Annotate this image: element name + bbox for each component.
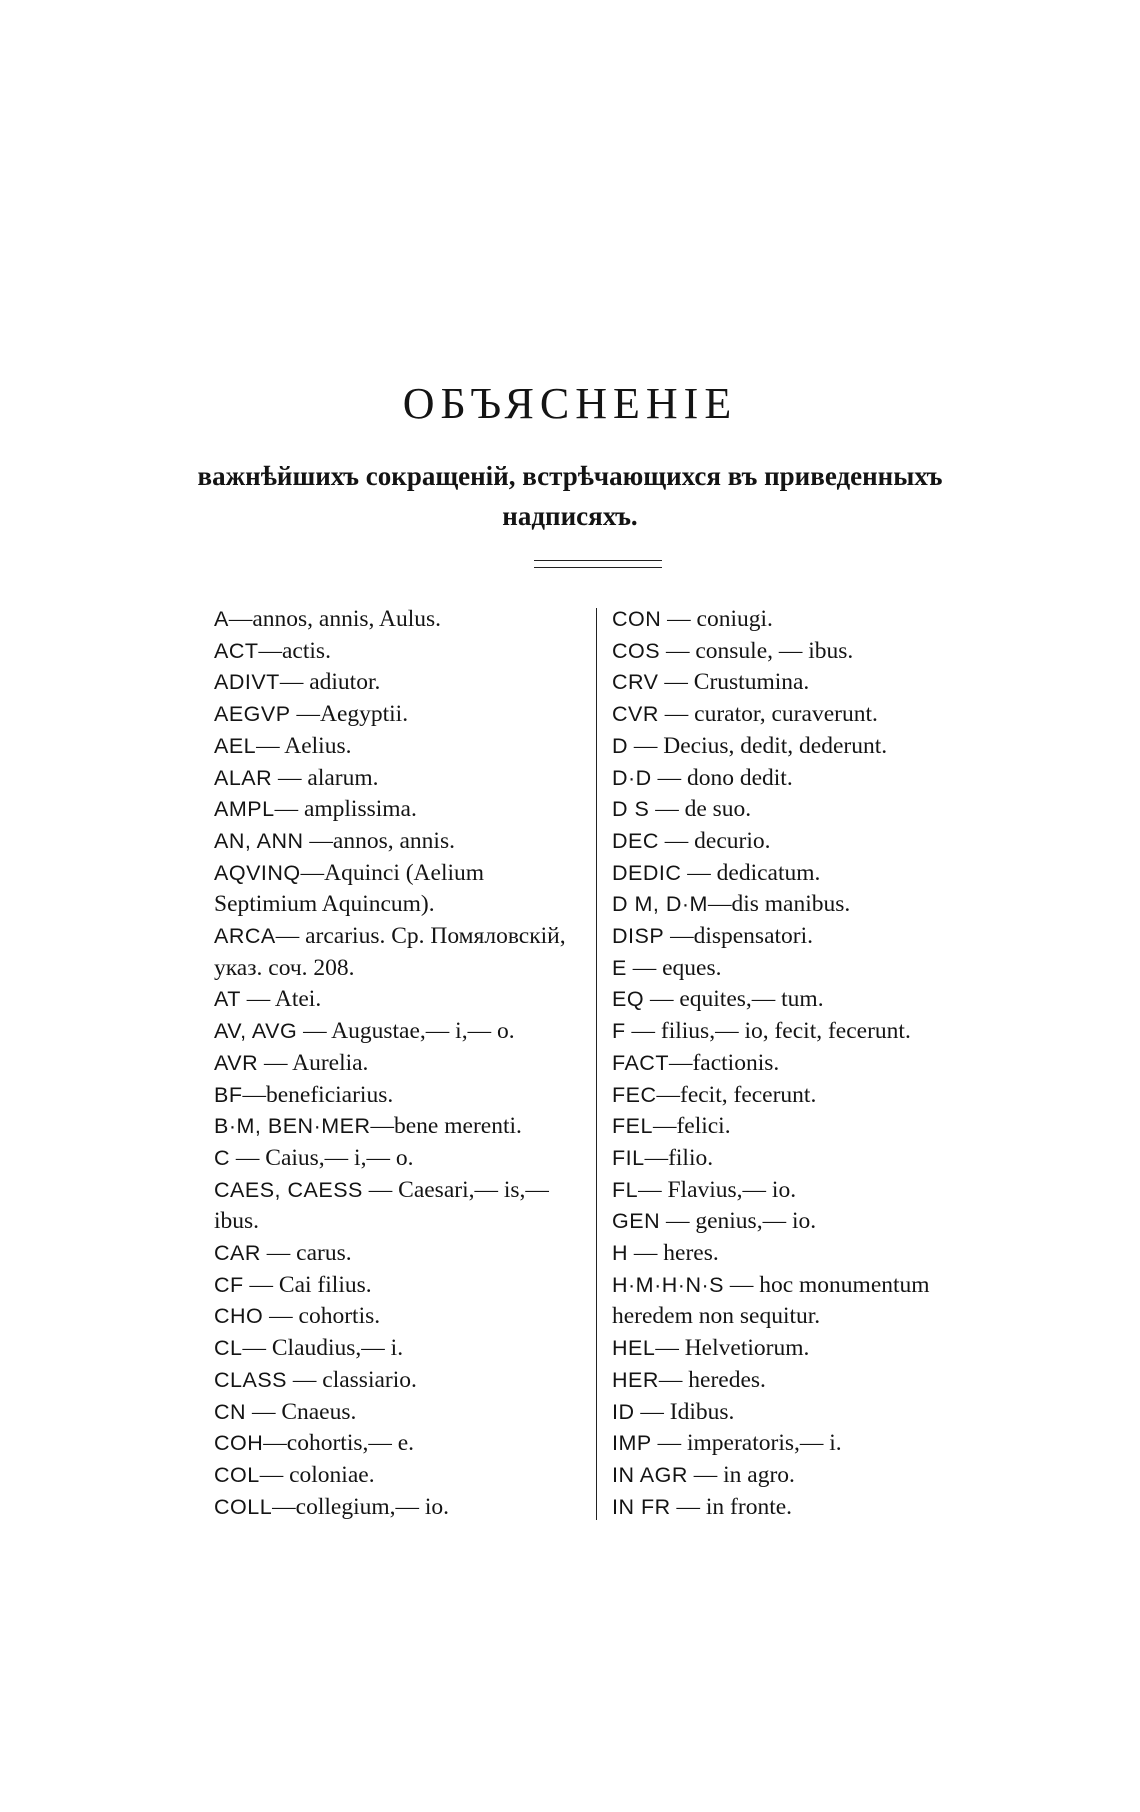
abbreviation-expansion: Claudius,— i. [271, 1335, 404, 1362]
abbreviation-term: CLASS [214, 1367, 288, 1392]
abbreviation-term: IMP [612, 1431, 652, 1456]
abbreviation-term: ARCA [214, 924, 276, 949]
abbreviation-expansion: equites,— tum. [679, 986, 824, 1013]
abbreviation-term: ADIVT [214, 670, 280, 695]
abbreviation-entry [214, 1143, 586, 1175]
abbreviation-entry [612, 731, 992, 763]
abbreviation-expansion: dedicatum. [716, 859, 821, 886]
abbreviation-entry [214, 763, 586, 795]
abbreviation-term: B·M, BEN·MER [214, 1114, 371, 1139]
abbreviation-entry [612, 1270, 992, 1333]
abbreviation-term: CF [214, 1272, 244, 1297]
entry-dash: — [275, 923, 306, 950]
entry-dash: — [638, 1176, 668, 1203]
abbreviation-expansion: fecit, fecerunt. [680, 1081, 817, 1108]
abbreviation-term: D·D [612, 765, 652, 790]
abbreviation-entry [612, 1143, 992, 1175]
abbreviation-entry [214, 731, 586, 763]
abbreviation-entry [612, 1080, 992, 1112]
entry-dash: — [230, 1144, 266, 1171]
abbreviation-term: A [214, 607, 229, 631]
entry-dash: — [687, 1461, 724, 1488]
abbreviation-term: AMPL [214, 797, 275, 822]
abbreviation-entry [214, 1080, 586, 1112]
abbreviation-entry [612, 699, 992, 731]
abbreviation-expansion: cohortis,— e. [286, 1430, 415, 1457]
abbreviation-term: HEL [612, 1336, 656, 1361]
abbreviation-term: AN, ANN [214, 828, 304, 853]
abbreviation-term: E [612, 955, 627, 980]
entry-dash: — [668, 1049, 693, 1076]
abbreviation-term: AEL [214, 733, 257, 758]
entry-dash: — [263, 1303, 299, 1330]
abbreviation-expansion: Crustumina. [693, 669, 810, 696]
abbreviation-expansion: amplissima. [303, 796, 417, 823]
abbreviation-term: H·M·H·N·S [612, 1272, 724, 1297]
abbreviation-expansion: decurio. [694, 827, 771, 854]
abbreviation-entry [612, 953, 992, 985]
abbreviation-term: CN [214, 1399, 247, 1424]
abbreviation-expansion: genius,— io. [695, 1208, 817, 1235]
abbreviation-term: AV, AVG [214, 1019, 298, 1044]
abbreviation-term: CVR [612, 702, 659, 727]
entry-dash: — [370, 1113, 394, 1140]
abbreviation-entry [214, 1016, 586, 1048]
entry-dash: — [660, 637, 696, 664]
abbreviation-expansion: beneficiarius. [265, 1081, 394, 1108]
abbreviation-term: HER [612, 1367, 659, 1392]
abbreviation-term: COH [214, 1431, 264, 1456]
abbreviations-left-column [214, 604, 586, 1523]
abbreviation-entry [612, 1111, 992, 1143]
column-divider [596, 608, 597, 1520]
entry-dash: — [644, 1144, 669, 1171]
abbreviation-expansion: actis. [282, 637, 331, 664]
abbreviation-term: DISP [612, 924, 665, 949]
abbreviation-expansion: dis manibus. [731, 891, 851, 918]
abbreviation-term: COLL [214, 1494, 273, 1519]
abbreviation-expansion: collegium,— io. [295, 1493, 450, 1520]
page-subtitle: важнѣйшихъ сокращеній, встрѣчающихся въ приведенныхъ надписяхъ. [197, 461, 943, 531]
abbreviation-expansion: classiario. [322, 1366, 417, 1393]
entry-dash: — [656, 1081, 680, 1108]
abbreviation-expansion: Idibus. [669, 1398, 735, 1425]
abbreviation-entry [214, 1048, 586, 1080]
abbreviation-term: AEGVP [214, 702, 291, 727]
abbreviation-entry [612, 1016, 992, 1048]
abbreviation-entry [612, 858, 992, 890]
abbreviation-expansion: Flavius,— io. [667, 1176, 797, 1203]
abbreviation-entry [612, 889, 992, 921]
abbreviation-entry [214, 1333, 586, 1365]
abbreviation-expansion: curator, curaverunt. [694, 701, 878, 728]
abbreviation-expansion: coniugi. [696, 606, 773, 632]
abbreviation-term: C [214, 1145, 231, 1170]
abbreviation-term: FEL [612, 1114, 653, 1139]
abbreviation-entry [214, 794, 586, 826]
abbreviation-entry [612, 1365, 992, 1397]
abbreviation-term: D [612, 733, 629, 758]
abbreviation-expansion: Aelius. [284, 732, 352, 759]
entry-dash: — [290, 701, 320, 728]
abbreviation-expansion: Helvetiorum. [684, 1335, 810, 1362]
abbreviation-expansion: hoc monumentum heredem non sequitur. [612, 1271, 930, 1330]
entry-dash: — [362, 1176, 399, 1203]
abbreviation-term: IN FR [612, 1494, 671, 1519]
abbreviation-entry [612, 1397, 992, 1429]
abbreviation-expansion: factionis. [692, 1049, 780, 1076]
abbreviation-entry [612, 667, 992, 699]
entry-dash: — [272, 1493, 296, 1520]
entry-dash: — [242, 1081, 266, 1108]
abbreviation-expansion: in fronte. [705, 1493, 793, 1520]
abbreviation-expansion: coloniae. [289, 1461, 375, 1488]
entry-dash: — [658, 1366, 689, 1393]
abbreviation-expansion: alarum. [307, 764, 379, 791]
abbreviation-entry [612, 984, 992, 1016]
abbreviation-term: AQVINQ [214, 860, 301, 885]
abbreviation-term: CL [214, 1336, 243, 1361]
abbreviation-expansion: heredes. [688, 1366, 766, 1393]
abbreviation-entry [612, 794, 992, 826]
abbreviation-expansion: imperatoris,— i. [686, 1430, 842, 1457]
abbreviation-entry [612, 921, 992, 953]
abbreviation-term: FL [612, 1177, 639, 1202]
abbreviation-term: IN AGR [612, 1462, 688, 1487]
page-title: ОБЪЯСНЕНІЕ [402, 379, 738, 428]
entry-dash: — [246, 1398, 282, 1425]
abbreviation-expansion: de suo. [684, 796, 752, 823]
entry-dash: — [272, 764, 308, 791]
abbreviation-term: DEC [612, 828, 659, 853]
abbreviation-entry [612, 1460, 992, 1492]
entry-dash: — [658, 669, 694, 696]
abbreviation-term: CHO [214, 1304, 264, 1329]
abbreviation-entry [214, 1238, 586, 1270]
abbreviation-entry [612, 604, 992, 636]
entry-dash: — [661, 606, 697, 632]
entry-dash: — [243, 1271, 279, 1298]
abbreviation-entry [214, 604, 586, 636]
abbreviation-term: FACT [612, 1050, 669, 1075]
abbreviation-expansion: eques. [662, 954, 722, 981]
entry-dash: — [274, 796, 304, 823]
entry-dash: — [625, 1018, 661, 1045]
entry-dash: — [626, 954, 663, 981]
abbreviation-entry [214, 858, 586, 921]
abbreviation-entry [214, 1175, 586, 1238]
entry-dash: — [260, 1240, 297, 1267]
abbreviation-term: CON [612, 607, 662, 631]
abbreviation-expansion: filio. [668, 1144, 714, 1171]
abbreviation-term: GEN [612, 1209, 661, 1234]
abbreviation-term: ID [612, 1399, 635, 1424]
abbreviation-entry [612, 763, 992, 795]
abbreviation-entry [214, 699, 586, 731]
abbreviation-term: AVR [214, 1050, 259, 1075]
abbreviation-entry [214, 1460, 586, 1492]
abbreviation-term: COL [214, 1462, 260, 1487]
abbreviation-expansion: Cnaeus. [281, 1398, 357, 1425]
abbreviation-entry [214, 1492, 586, 1524]
abbreviation-expansion: Caesari,— is,— ibus. [214, 1176, 549, 1235]
entry-dash: — [242, 1335, 272, 1362]
abbreviation-expansion: Caius,— i,— o. [265, 1144, 414, 1171]
abbreviation-entry [214, 636, 586, 668]
abbreviation-expansion: annos, annis. [332, 827, 455, 854]
entry-dash: — [681, 859, 717, 886]
entry-dash: — [649, 796, 685, 823]
entry-dash: — [303, 827, 333, 854]
entry-dash: — [628, 1240, 664, 1267]
abbreviation-expansion: cohortis. [298, 1303, 381, 1330]
abbreviation-term: CRV [612, 670, 659, 695]
abbreviation-entry [612, 636, 992, 668]
abbreviation-expansion: felici. [676, 1113, 731, 1140]
abbreviation-entry [214, 984, 586, 1016]
entry-dash: — [258, 1049, 293, 1076]
abbreviation-entry [612, 1206, 992, 1238]
entry-dash: — [658, 701, 695, 728]
abbreviation-term: CAES, CAESS [214, 1177, 363, 1202]
entry-dash: — [723, 1271, 760, 1298]
abbreviation-expansion: annos, annis, Aulus. [252, 606, 441, 632]
abbreviation-entry [214, 1111, 586, 1143]
abbreviation-term: F [612, 1019, 626, 1044]
abbreviation-entry [612, 1048, 992, 1080]
abbreviation-term: D M, D·M [612, 892, 708, 917]
abbreviation-term: COS [612, 638, 661, 663]
abbreviation-expansion: consule, — ibus. [695, 637, 854, 664]
abbreviation-term: ALAR [214, 765, 273, 790]
abbreviation-expansion: in agro. [723, 1461, 795, 1488]
abbreviation-term: DEDIC [612, 860, 682, 885]
abbreviation-expansion: Atei. [274, 986, 322, 1013]
abbreviation-entry [214, 667, 586, 699]
entry-dash: — [263, 1430, 287, 1457]
abbreviation-term: BF [214, 1082, 243, 1107]
abbreviation-entry [612, 826, 992, 858]
entry-dash: — [634, 1398, 670, 1425]
abbreviation-expansion: Cai filius. [278, 1271, 372, 1298]
abbreviation-term: H [612, 1241, 629, 1266]
abbreviation-expansion: Aquinci (Aelium Septimium Aquincum). [214, 859, 485, 918]
abbreviation-expansion: Decius, dedit, dederunt. [663, 732, 888, 759]
abbreviation-term: FIL [612, 1145, 645, 1170]
entry-dash: — [287, 1366, 323, 1393]
entry-dash: — [259, 1461, 290, 1488]
entry-dash: — [651, 764, 687, 791]
entry-dash: — [664, 923, 694, 950]
abbreviation-entry [612, 1238, 992, 1270]
abbreviation-expansion: carus. [296, 1240, 352, 1267]
abbreviation-expansion: heres. [663, 1240, 719, 1267]
abbreviation-expansion: arcarius. Ср. Помяловскій, указ. соч. 208. [214, 923, 566, 981]
entry-dash: — [300, 859, 325, 886]
abbreviation-term: CAR [214, 1241, 261, 1266]
abbreviation-expansion: filius,— io, fecit, fecerunt. [660, 1018, 911, 1045]
abbreviation-entry [612, 1175, 992, 1207]
entry-dash: — [670, 1493, 706, 1520]
entry-dash: — [707, 891, 732, 918]
abbreviation-entry [612, 1333, 992, 1365]
abbreviation-term: AT [214, 987, 241, 1012]
entry-dash: — [628, 732, 664, 759]
entry-dash: — [660, 1208, 696, 1235]
abbreviation-expansion: Aegyptii. [319, 701, 409, 728]
entry-dash: — [297, 1018, 332, 1045]
abbreviation-entry [214, 1365, 586, 1397]
abbreviation-entry [612, 1492, 992, 1524]
abbreviation-expansion: bene merenti. [394, 1113, 522, 1140]
abbreviation-entry [214, 1428, 586, 1460]
entry-dash: — [655, 1335, 685, 1362]
entry-dash: — [279, 669, 310, 696]
abbreviation-expansion: adiutor. [309, 669, 381, 696]
abbreviations-right-column [612, 604, 992, 1523]
entry-dash: — [658, 827, 695, 854]
entry-dash: — [240, 986, 275, 1013]
abbreviation-entry [214, 1301, 586, 1333]
abbreviation-expansion: Aurelia. [292, 1049, 369, 1076]
abbreviation-expansion: dispensatori. [693, 923, 814, 950]
entry-dash: — [652, 1113, 677, 1140]
abbreviation-entry [214, 1270, 586, 1302]
abbreviation-term: D S [612, 797, 650, 822]
abbreviation-expansion: Augustae,— i,— o. [331, 1018, 515, 1045]
entry-dash: — [644, 986, 680, 1013]
abbreviation-entry [214, 826, 586, 858]
abbreviation-entry [214, 921, 586, 984]
abbreviation-term: FEC [612, 1082, 657, 1107]
abbreviation-term: ACT [214, 638, 259, 663]
abbreviation-expansion: dono dedit. [686, 764, 793, 791]
abbreviation-entry [214, 1397, 586, 1429]
entry-dash: — [256, 732, 285, 759]
entry-dash: — [258, 637, 282, 664]
entry-dash: — [651, 1430, 687, 1457]
double-rule-divider [534, 560, 662, 568]
abbreviation-entry [612, 1428, 992, 1460]
abbreviation-term: EQ [612, 987, 645, 1012]
entry-dash: — [228, 606, 253, 632]
